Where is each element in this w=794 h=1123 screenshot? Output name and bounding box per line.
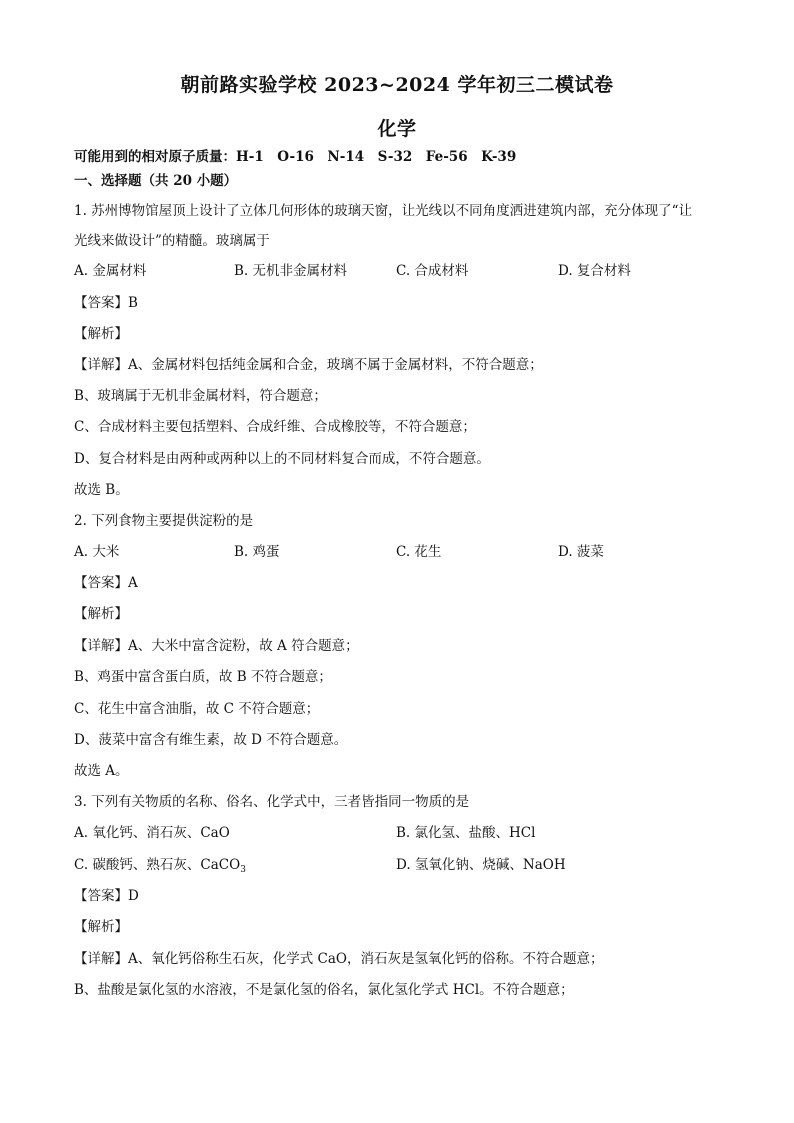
q2-analysis: 【解析】 <box>74 606 128 622</box>
q2-option-c: C. 花生 <box>396 544 442 560</box>
q3-option-c <box>74 856 246 874</box>
q1-stem-line1: 1. 苏州博物馆屋顶上设计了立体几何形体的玻璃天窗，让光线以不同角度洒进建筑内部，充分体现了“让 <box>74 203 693 219</box>
q1-option-c: C. 合成材料 <box>396 263 469 279</box>
q2-stem: 2. 下列食物主要提供淀粉的是 <box>74 513 254 529</box>
q1-option-d: D. 复合材料 <box>558 263 631 279</box>
q3-option-d: D. 氢氧化钠、烧碱、NaOH <box>396 857 566 873</box>
q3-stem: 3. 下列有关物质的名称、俗名、化学式中，三者皆指同一物质的是 <box>74 794 470 810</box>
q1-detail-2: B、玻璃属于无机非金属材料，符合题意； <box>74 388 327 404</box>
q1-option-b: B. 无机非金属材料 <box>234 263 348 279</box>
q3-option-a: A. 氧化钙、消石灰、CaO <box>74 825 230 841</box>
q3-answer: 【答案】D <box>74 888 139 904</box>
q1-detail-1: 【详解】A、金属材料包括纯金属和合金，玻璃不属于金属材料，不符合题意； <box>74 357 543 373</box>
q3-detail-1: 【详解】A、氧化钙俗称生石灰，化学式 CaO，消石灰是氢氧化钙的俗称。不符合题意； <box>74 951 604 967</box>
atomic-masses: 可能用到的相对原子质量：H-1 O-16 N-14 S-32 Fe-56 K-39 <box>74 149 517 165</box>
q2-option-a: A. 大米 <box>74 544 120 560</box>
subject-title: 化学 <box>377 118 417 140</box>
q2-option-d: D. 菠菜 <box>558 544 604 560</box>
q1-detail-3: C、合成材料主要包括塑料、合成纤维、合成橡胶等，不符合题意； <box>74 419 476 435</box>
q1-analysis: 【解析】 <box>74 326 128 342</box>
q3-option-b: B. 氯化氢、盐酸、HCl <box>396 825 536 841</box>
q2-detail-3: C、花生中富含油脂，故 C 不符合题意； <box>74 701 320 717</box>
q1-answer: 【答案】B <box>74 295 138 311</box>
section-heading: 一、选择题（共 20 小题） <box>74 173 238 189</box>
q1-detail-4: D、复合材料是由两种或两种以上的不同材料复合而成，不符合题意。 <box>74 451 490 467</box>
exam-title: 朝前路实验学校 2023~2024 学年初三二模试卷 <box>180 74 614 96</box>
q1-stem-line2: 光线来做设计”的精髓。玻璃属于 <box>74 233 270 249</box>
q3-analysis: 【解析】 <box>74 919 128 935</box>
q1-conclusion: 故选 B。 <box>74 482 129 498</box>
q2-conclusion: 故选 A。 <box>74 763 129 779</box>
q3-detail-2: B、盐酸是氯化氢的水溶液，不是氯化氢的俗名，氯化氢化学式 HCl。不符合题意； <box>74 982 574 998</box>
q3-option-c-text: C. 碳酸钙、熟石灰、CaCO <box>74 857 241 873</box>
q2-option-b: B. 鸡蛋 <box>234 544 280 560</box>
q2-answer: 【答案】A <box>74 575 138 591</box>
q2-detail-1: 【详解】A、大米中富含淀粉，故 A 符合题意； <box>74 638 359 654</box>
q1-option-a: A. 金属材料 <box>74 263 147 279</box>
q2-detail-4: D、菠菜中富含有维生素，故 D 不符合题意。 <box>74 732 348 748</box>
q3-option-c-subscript: 3 <box>240 865 246 875</box>
q2-detail-2: B、鸡蛋中富含蛋白质，故 B 不符合题意； <box>74 669 332 685</box>
